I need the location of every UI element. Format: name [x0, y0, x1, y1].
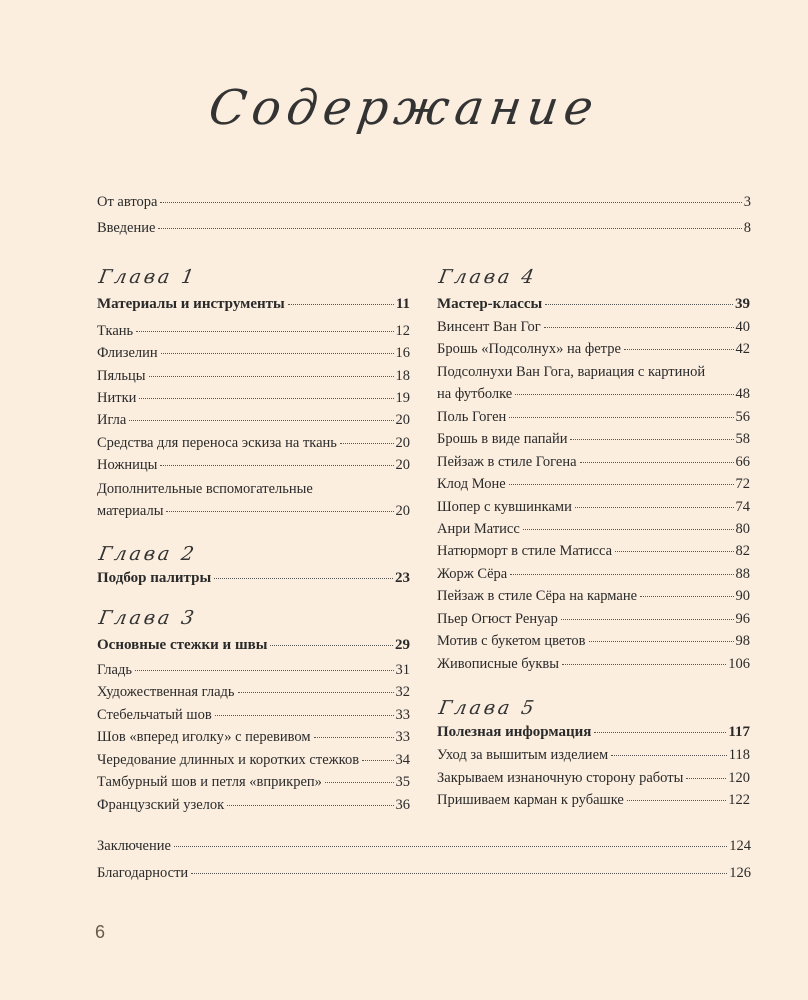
- dot-leader: [161, 353, 394, 354]
- toc-entry-page: 19: [395, 390, 410, 406]
- toc-entry-label: Благодарности: [97, 865, 189, 881]
- toc-entry-page: 120: [728, 770, 750, 786]
- dot-leader: [160, 465, 393, 466]
- toc-entry[interactable]: [437, 520, 750, 538]
- toc-entry-page: 33: [395, 729, 410, 745]
- dot-leader: [362, 760, 393, 761]
- chapter-heading: Глава 3: [97, 607, 199, 629]
- dot-leader: [214, 578, 393, 579]
- dot-leader: [640, 596, 733, 597]
- toc-entry-page: 16: [395, 345, 410, 361]
- toc-entry-label: Ткань: [97, 323, 134, 339]
- toc-section-page: 39: [735, 296, 750, 312]
- toc-entry-label: Стебельчатый шов: [97, 707, 212, 723]
- toc-entry[interactable]: [437, 632, 750, 650]
- toc-entry[interactable]: [437, 610, 750, 628]
- toc-entry-label: Пришиваем карман к рубашке: [437, 792, 624, 808]
- toc-entry-label: Живописные буквы: [437, 656, 559, 672]
- dot-leader: [594, 732, 726, 733]
- chapter-heading: Глава 5: [437, 697, 539, 719]
- dot-leader: [562, 664, 726, 665]
- toc-entry-page: 32: [395, 684, 410, 700]
- toc-section-label: Материалы и инструменты: [97, 296, 285, 312]
- toc-entry-page: 122: [728, 792, 750, 808]
- toc-entry[interactable]: [97, 322, 410, 340]
- toc-entry[interactable]: [97, 219, 751, 237]
- toc-entry-label: Мотив с букетом цветов: [437, 633, 586, 649]
- toc-entry-label: Гладь: [97, 662, 132, 678]
- toc-section-label: Подбор палитры: [97, 570, 212, 586]
- toc-entry-label: От автора: [97, 194, 158, 210]
- toc-entry-label: Заключение: [97, 838, 171, 854]
- toc-entry-page: 20: [395, 412, 410, 428]
- toc-entry-label: Средства для переноса эскиза на ткань: [97, 435, 337, 451]
- toc-entry-label: Французский узелок: [97, 797, 225, 813]
- dot-leader: [510, 574, 733, 575]
- toc-entry-label: Закрываем изнаночную сторону работы: [437, 770, 684, 786]
- toc-entry[interactable]: [97, 434, 410, 452]
- dot-leader: [288, 304, 394, 305]
- toc-entry[interactable]: [437, 363, 750, 403]
- toc-entry[interactable]: [437, 791, 750, 809]
- dot-leader: [166, 511, 393, 512]
- toc-entry-label: Брошь «Подсолнух» на фетре: [437, 341, 621, 357]
- toc-entry-page: 56: [735, 409, 750, 425]
- toc-entry[interactable]: [97, 773, 410, 791]
- toc-entry[interactable]: [97, 864, 751, 882]
- toc-entry-page: 82: [735, 543, 750, 559]
- toc-entry-page: 66: [735, 454, 750, 470]
- page-title: Содержание: [205, 80, 603, 136]
- toc-section-page: 11: [395, 296, 410, 312]
- toc-entry-label: Пяльцы: [97, 368, 146, 384]
- toc-entry-page: 58: [735, 431, 750, 447]
- toc-entry-label: Ножницы: [97, 457, 158, 473]
- toc-entry[interactable]: [97, 344, 410, 362]
- dot-leader: [314, 737, 394, 738]
- dot-leader: [160, 202, 741, 203]
- toc-entry-page: 98: [735, 633, 750, 649]
- dot-leader: [215, 715, 394, 716]
- toc-section[interactable]: [97, 295, 410, 313]
- dot-leader: [515, 394, 733, 395]
- toc-entry[interactable]: [437, 498, 750, 516]
- dot-leader: [139, 398, 393, 399]
- toc-entry[interactable]: [97, 796, 410, 814]
- toc-entry-page: 33: [395, 707, 410, 723]
- toc-entry[interactable]: [437, 318, 750, 336]
- toc-entry-page: 72: [735, 476, 750, 492]
- toc-entry[interactable]: [97, 456, 410, 474]
- toc-entry-page: 80: [735, 521, 750, 537]
- toc-entry-label: Винсент Ван Гог: [437, 319, 541, 335]
- toc-entry-label: Натюрморт в стиле Матисса: [437, 543, 613, 559]
- toc-entry-label: Тамбурный шов и петля «вприкреп»: [97, 774, 322, 790]
- toc-entry-page: 20: [395, 503, 410, 519]
- toc-entry-page: 48: [735, 386, 750, 402]
- chapter-heading: Глава 2: [97, 543, 199, 565]
- toc-entry-page: 126: [729, 865, 751, 881]
- toc-section-label: Мастер-классы: [437, 296, 543, 312]
- dot-leader: [509, 484, 734, 485]
- toc-section-page: 29: [395, 637, 410, 653]
- toc-entry[interactable]: [437, 655, 750, 673]
- toc-entry[interactable]: [437, 340, 750, 358]
- toc-entry-label: Уход за вышитым изделием: [437, 747, 609, 763]
- toc-entry-page: 20: [395, 457, 410, 473]
- toc-entry[interactable]: [97, 837, 751, 855]
- toc-entry[interactable]: [97, 728, 410, 746]
- toc-section[interactable]: [97, 636, 410, 654]
- dot-leader: [191, 873, 727, 874]
- toc-entry[interactable]: [97, 411, 410, 429]
- toc-entry-page: 42: [735, 341, 750, 357]
- toc-entry-label: Поль Гоген: [437, 409, 507, 425]
- toc-entry[interactable]: [97, 389, 410, 407]
- dot-leader: [611, 755, 727, 756]
- toc-section[interactable]: [437, 723, 750, 741]
- dot-leader: [227, 805, 393, 806]
- toc-entry[interactable]: [97, 367, 410, 385]
- dot-leader: [627, 800, 726, 801]
- toc-section-label: Полезная информация: [437, 724, 592, 740]
- toc-entry-label: Жорж Сёра: [437, 566, 508, 582]
- dot-leader: [589, 641, 734, 642]
- toc-entry-label: Подсолнухи Ван Гога, вариация с картиной: [437, 364, 706, 380]
- toc-entry-page: 20: [395, 435, 410, 451]
- dot-leader: [129, 420, 393, 421]
- toc-entry-page: 12: [395, 323, 410, 339]
- toc-section[interactable]: [437, 295, 750, 313]
- toc-entry-page: 88: [735, 566, 750, 582]
- toc-entry[interactable]: [437, 746, 750, 764]
- toc-entry-label: Клод Моне: [437, 476, 506, 492]
- dot-leader: [544, 327, 734, 328]
- toc-entry[interactable]: [437, 475, 750, 493]
- toc-entry[interactable]: [437, 587, 750, 605]
- toc-section[interactable]: [97, 569, 410, 587]
- dot-leader: [136, 331, 393, 332]
- toc-entry-label: Шов «вперед иголку» с перевивом: [97, 729, 311, 745]
- toc-entry[interactable]: [437, 408, 750, 426]
- toc-entry[interactable]: [97, 193, 751, 211]
- dot-leader: [149, 376, 394, 377]
- dot-leader: [174, 846, 727, 847]
- toc-entry-label: Пейзаж в стиле Гогена: [437, 454, 577, 470]
- toc-entry-label: Брошь в виде папайи: [437, 431, 568, 447]
- toc-entry[interactable]: [437, 565, 750, 583]
- toc-entry-page: 8: [743, 220, 751, 236]
- dot-leader: [570, 439, 733, 440]
- toc-entry-page: 124: [729, 838, 751, 854]
- toc-entry-label: Шопер с кувшинками: [437, 499, 572, 515]
- dot-leader: [238, 692, 394, 693]
- toc-entry-label: Пьер Огюст Ренуар: [437, 611, 558, 627]
- dot-leader: [575, 507, 734, 508]
- toc-entry-page: 90: [735, 588, 750, 604]
- dot-leader: [545, 304, 733, 305]
- toc-section-label: Основные стежки и швы: [97, 637, 268, 653]
- toc-entry-page: 74: [735, 499, 750, 515]
- dot-leader: [561, 619, 734, 620]
- dot-leader: [686, 778, 726, 779]
- toc-entry-page: 36: [395, 797, 410, 813]
- toc-section-page: 23: [395, 570, 410, 586]
- toc-entry-label: Игла: [97, 412, 127, 428]
- page-number: 6: [95, 922, 106, 942]
- dot-leader: [615, 551, 733, 552]
- toc-entry-label: Флизелин: [97, 345, 158, 361]
- toc-entry-label: Дополнительные вспомогательные: [97, 481, 313, 497]
- chapter-heading: Глава 1: [97, 266, 199, 288]
- toc-entry[interactable]: [97, 706, 410, 724]
- toc-entry-page: 40: [735, 319, 750, 335]
- dot-leader: [135, 670, 394, 671]
- toc-entry-page: 3: [743, 194, 751, 210]
- toc-entry-page: 35: [395, 774, 410, 790]
- toc-entry-page: 31: [395, 662, 410, 678]
- toc-entry[interactable]: [437, 542, 750, 560]
- toc-entry-page: 34: [395, 752, 410, 768]
- toc-entry-label: Анри Матисс: [437, 521, 520, 537]
- dot-leader: [158, 228, 741, 229]
- toc-entry[interactable]: [437, 430, 750, 448]
- toc-entry-label-cont: на футболке: [437, 386, 513, 402]
- toc-entry[interactable]: [97, 683, 410, 701]
- dot-leader: [523, 529, 734, 530]
- toc-entry[interactable]: [437, 769, 750, 787]
- dot-leader: [509, 417, 733, 418]
- toc-entry-label: Нитки: [97, 390, 137, 406]
- dot-leader: [624, 349, 734, 350]
- toc-entry-label: Чередование длинных и коротких стежков: [97, 752, 360, 768]
- toc-entry[interactable]: [97, 480, 410, 520]
- toc-entry[interactable]: [97, 661, 410, 679]
- toc-section-page: 117: [728, 724, 750, 740]
- toc-entry-label: Художественная гладь: [97, 684, 235, 700]
- toc-entry-label-cont: материалы: [97, 503, 164, 519]
- toc-entry-label: Пейзаж в стиле Сёра на кармане: [437, 588, 638, 604]
- toc-entry-page: 18: [395, 368, 410, 384]
- toc-entry-label: Введение: [97, 220, 156, 236]
- toc-entry-page: 96: [735, 611, 750, 627]
- toc-entry[interactable]: [97, 751, 410, 769]
- toc-entry-page: 118: [728, 747, 750, 763]
- chapter-heading: Глава 4: [437, 266, 539, 288]
- dot-leader: [270, 645, 393, 646]
- dot-leader: [580, 462, 734, 463]
- toc-entry-page: 106: [728, 656, 750, 672]
- toc-entry[interactable]: [437, 453, 750, 471]
- dot-leader: [340, 443, 394, 444]
- dot-leader: [325, 782, 394, 783]
